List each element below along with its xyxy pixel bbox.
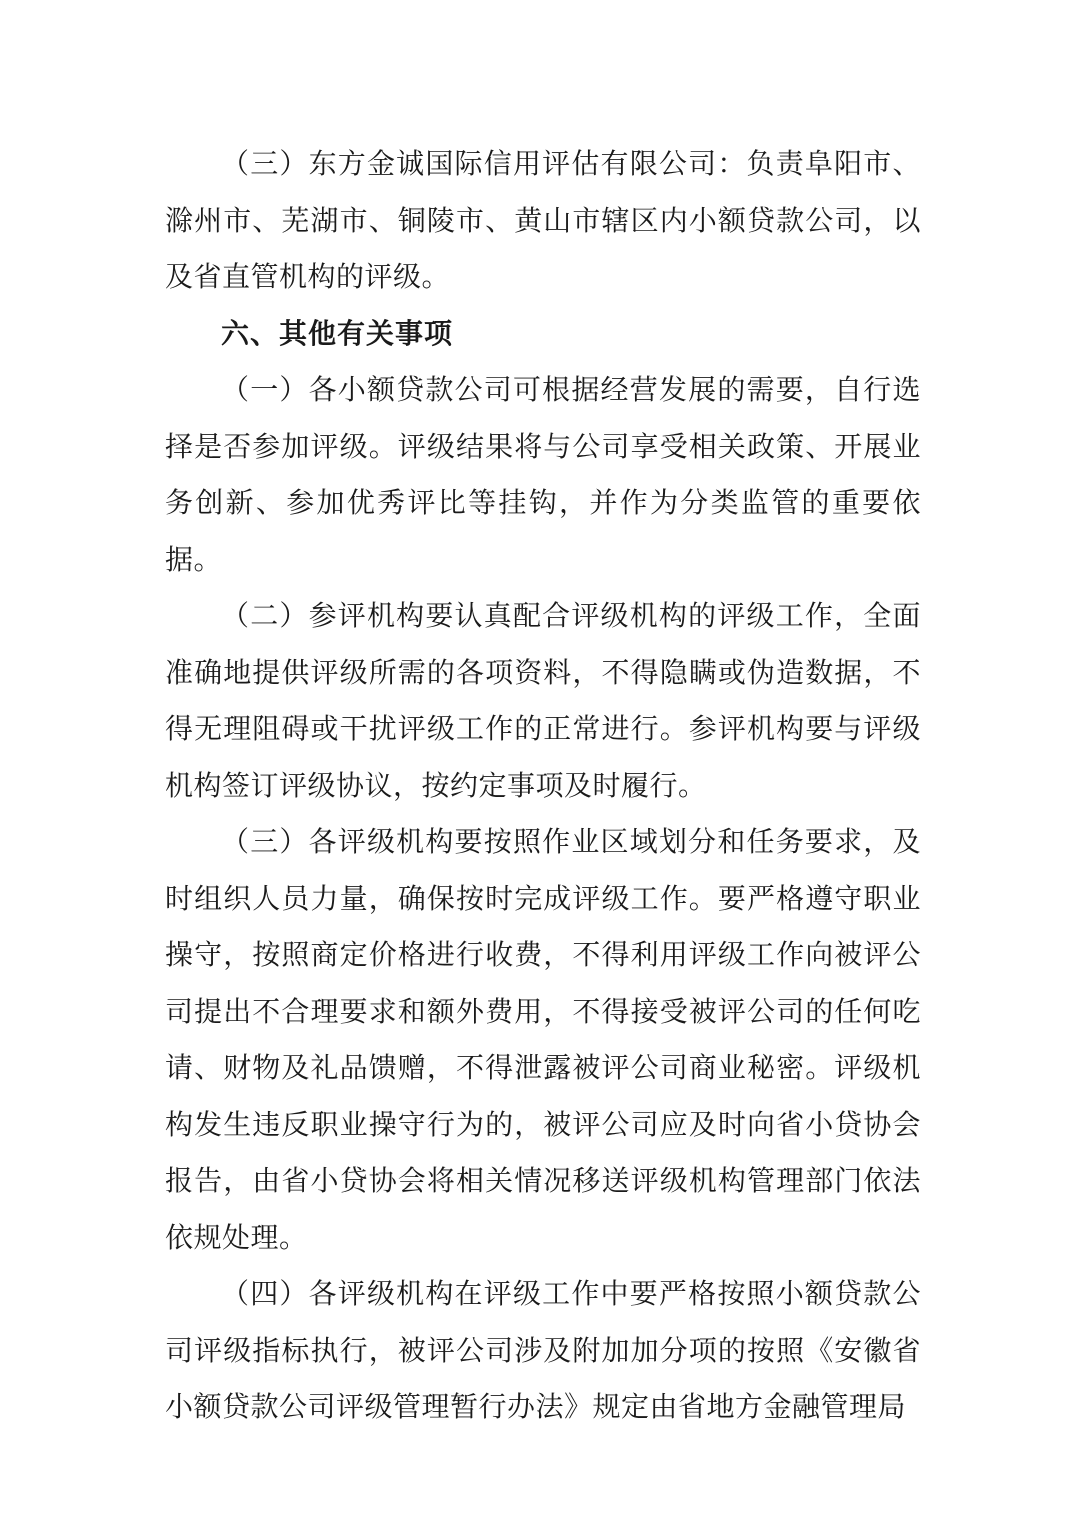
paragraph-item-2: （二）参评机构要认真配合评级机构的评级工作，全面准确地提供评级所需的各项资料，不得隐瞒或伪造数据，不得无理阻碍或干扰评级工作的正常进行。参评机构要与评级机构签订评级协议，按约定事项及时履行。 bbox=[165, 599, 921, 802]
document-body bbox=[165, 136, 921, 1436]
paragraph-item-3: （三）各评级机构要按照作业区域划分和任务要求，及时组织人员力量，确保按时完成评级工作。要严格遵守职业操守，按照商定价格进行收费，不得利用评级工作向被评公司提出不合理要求和额外费用，不得接受被评公司的任何吃请、财物及礼品馈赠，不得泄露被评公司商业秘密。评级机构发生违反职业操守行为的，被评公司应及时向省小贷协会报告，由省小贷协会将相关情况移送评级机构管理部门依法依规处理。 bbox=[165, 825, 921, 1254]
paragraph-item-4: （四）各评级机构在评级工作中要严格按照小额贷款公司评级指标执行，被评公司涉及附加加分项的按照《安徽省小额贷款公司评级管理暂行办法》规定由省地方金融管理局 bbox=[165, 1277, 921, 1423]
paragraph-item-1: （一）各小额贷款公司可根据经营发展的需要，自行选择是否参加评级。评级结果将与公司享受相关政策、开展业务创新、参加优秀评比等挂钩，并作为分类监管的重要依据。 bbox=[165, 373, 921, 576]
paragraph-eastern-golden: （三）东方金诚国际信用评估有限公司：负责阜阳市、滁州市、芜湖市、铜陵市、黄山市辖区内小额贷款公司，以及省直管机构的评级。 bbox=[165, 147, 921, 293]
section-heading-other-matters: 六、其他有关事项 bbox=[221, 316, 454, 350]
